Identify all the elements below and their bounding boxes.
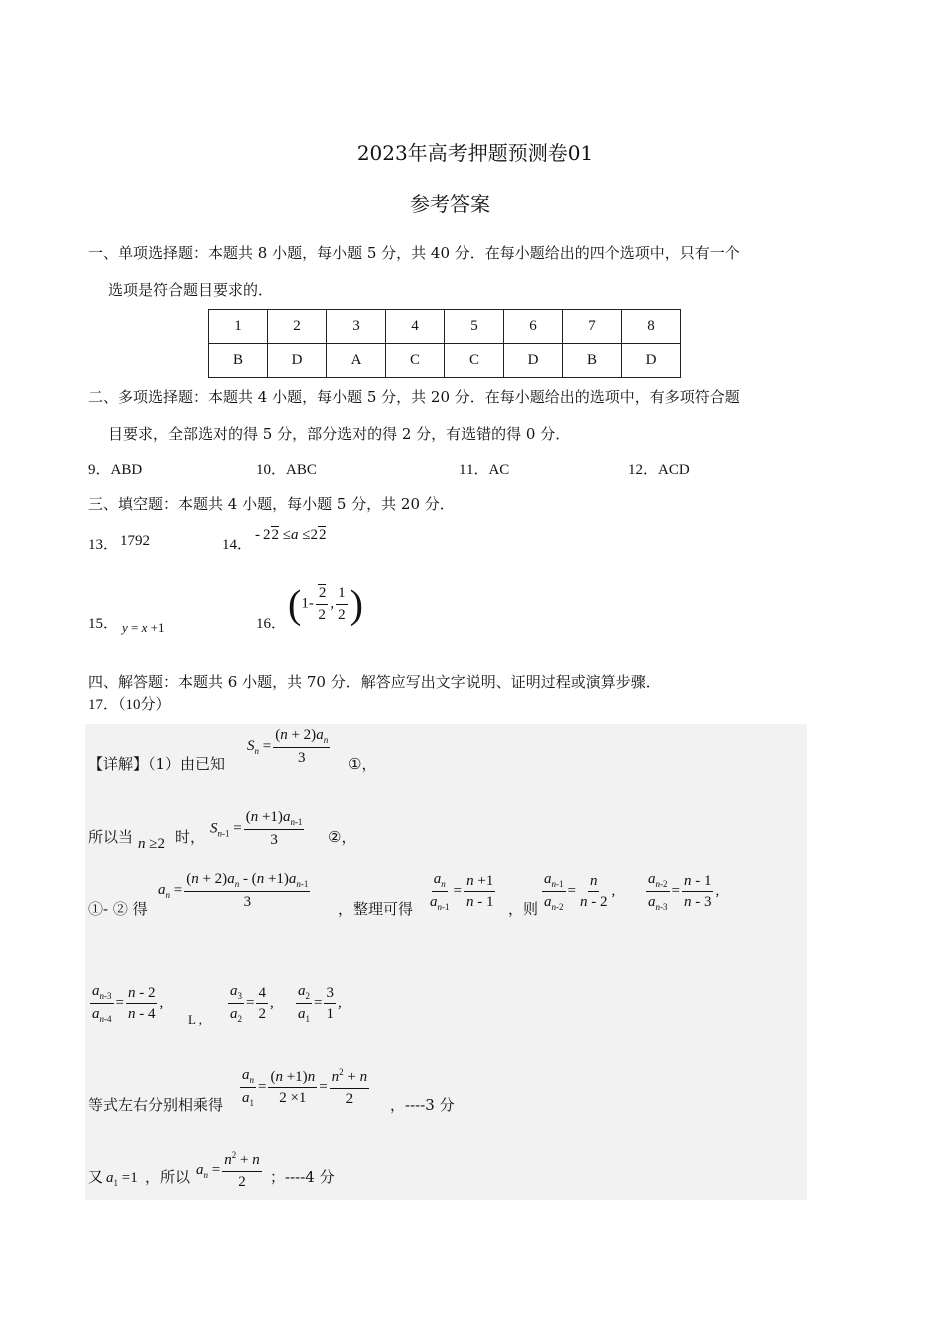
formula-sn: $S_n$ = $\frac{(n + 2)a_n}{3}$ bbox=[247, 727, 329, 767]
line-so-when: 时， bbox=[175, 828, 206, 846]
so-text: ，所以 bbox=[145, 1168, 191, 1186]
table-cell: D bbox=[622, 344, 681, 378]
answer-12: 12．ACD bbox=[628, 462, 690, 478]
formula-ratio-3: $\frac{a_{n-2}}{a_{n-3}}$ = $\frac{n - 1}{n - 3}$ , bbox=[648, 871, 720, 913]
ellipsis: L , bbox=[188, 1012, 202, 1027]
section1-heading: 一、单项选择题：本题共 8 小题，每小题 5 分，共 40 分．在每小题给出的四个选项中，只有一个 bbox=[88, 244, 740, 262]
score-3: ，----3 分 bbox=[390, 1096, 455, 1114]
section3-heading: 三、填空题：本题共 4 小题，每小题 5 分，共 20 分． bbox=[88, 495, 455, 513]
table-cell: 4 bbox=[386, 310, 445, 344]
answer-10: 10．ABC bbox=[256, 462, 317, 478]
q13-label: 13． bbox=[88, 537, 119, 553]
section2-heading: 二、多项选择题：本题共 4 小题，每小题 5 分，共 20 分．在每小题给出的选项中，有多项符合题 bbox=[88, 388, 740, 406]
also-text: 又 bbox=[88, 1168, 104, 1186]
circle-two: ②， bbox=[328, 828, 357, 846]
table-cell: D bbox=[268, 344, 327, 378]
circle-one: ①， bbox=[348, 755, 377, 773]
section1-heading-cont: 选项是符合题目要求的． bbox=[108, 281, 274, 299]
table-cell: D bbox=[504, 344, 563, 378]
answer-11: 11．AC bbox=[459, 462, 510, 478]
q15-label: 15． bbox=[88, 616, 119, 632]
formula-ratio-5: $\frac{a_3}{a_2}$ = $\frac{4}{2}$ , bbox=[230, 983, 274, 1025]
formula-a1: $a_1 =1$ bbox=[106, 1170, 138, 1188]
q16-answer-formula: (1- $\frac{2}{2}$ , $\frac{1}{2}$ ) bbox=[288, 581, 363, 627]
table-row bbox=[209, 310, 681, 344]
formula-ratio-4: $\frac{a_{n-3}}{a_{n-4}}$ = $\frac{n - 2}{n - 4}$ , bbox=[92, 983, 164, 1025]
q14-label: 14． bbox=[222, 537, 253, 553]
formula-an-final: $a_n$ = $\frac{n^2 + n}{2}$ bbox=[196, 1150, 260, 1190]
simplify-text: ，整理可得 bbox=[338, 900, 414, 918]
section2-heading-cont: 目要求，全部选对的得 5 分，部分选对的得 2 分，有选错的得 0 分． bbox=[108, 425, 571, 443]
answer-9: 9．ABD bbox=[88, 462, 143, 478]
table-cell: B bbox=[563, 344, 622, 378]
table-cell: 5 bbox=[445, 310, 504, 344]
q16-label: 16． bbox=[256, 616, 287, 632]
q14-answer-formula: - 22 ≤a ≤22 bbox=[255, 527, 327, 543]
q15-answer-formula: y = x +1 bbox=[122, 620, 165, 635]
formula-ratio-1: $\frac{a_n}{a_{n-1}}$ = $\frac{n +1}{n - 1}$ bbox=[430, 871, 494, 913]
page-subtitle: 参考答案 bbox=[410, 192, 490, 216]
table-cell: C bbox=[445, 344, 504, 378]
section4-heading: 四、解答题：本题共 6 小题，共 70 分．解答应写出文字说明、证明过程或演算步骤． bbox=[88, 673, 661, 691]
detail-prefix: 【详解】（1）由已知 bbox=[88, 755, 226, 773]
table-cell: B bbox=[209, 344, 268, 378]
q13-answer: 1792 bbox=[120, 533, 150, 549]
table-row bbox=[209, 344, 681, 378]
table-cell: 8 bbox=[622, 310, 681, 344]
table-cell: 6 bbox=[504, 310, 563, 344]
formula-product: $\frac{a_n}{a_1}$ = $\frac{(n +1)n}{2 \times 1}$ = $\frac{n^2 + n}{2}$ bbox=[242, 1067, 368, 1109]
line-so: 所以当 bbox=[88, 828, 134, 846]
table-cell: C bbox=[386, 344, 445, 378]
formula-sn-1: $S_{n-1}$ = $\frac{(n +1)a_{n-1}}{3}$ bbox=[210, 809, 303, 849]
multiply-text: 等式左右分别相乘得 bbox=[88, 1096, 224, 1114]
formula-an: $a_n$ = $\frac{(n + 2)a_n - (n +1)a_{n-1}}{3}$ bbox=[158, 871, 309, 911]
table-cell: 1 bbox=[209, 310, 268, 344]
page-title: 2023年高考押题预测卷01 bbox=[356, 141, 594, 165]
table-cell: 3 bbox=[327, 310, 386, 344]
formula-ratio-6: $\frac{a_2}{a_1}$ = $\frac{3}{1}$ , bbox=[298, 983, 342, 1025]
then-text: ，则 bbox=[508, 900, 539, 918]
formula-ratio-2: $\frac{a_{n-1}}{a_{n-2}}$ = $\frac{n}{n - 2}$ , bbox=[544, 871, 616, 913]
diff-label: ①- ② 得 bbox=[88, 900, 148, 918]
formula-n-ge-2: n ≥2 bbox=[138, 836, 165, 852]
table-cell: A bbox=[327, 344, 386, 378]
table-cell: 2 bbox=[268, 310, 327, 344]
solution-panel bbox=[85, 724, 807, 1200]
table-cell: 7 bbox=[563, 310, 622, 344]
score-4: ；----4 分 bbox=[270, 1168, 335, 1186]
q17-heading: 17．（10分） bbox=[88, 697, 171, 713]
answer-table bbox=[208, 309, 681, 378]
